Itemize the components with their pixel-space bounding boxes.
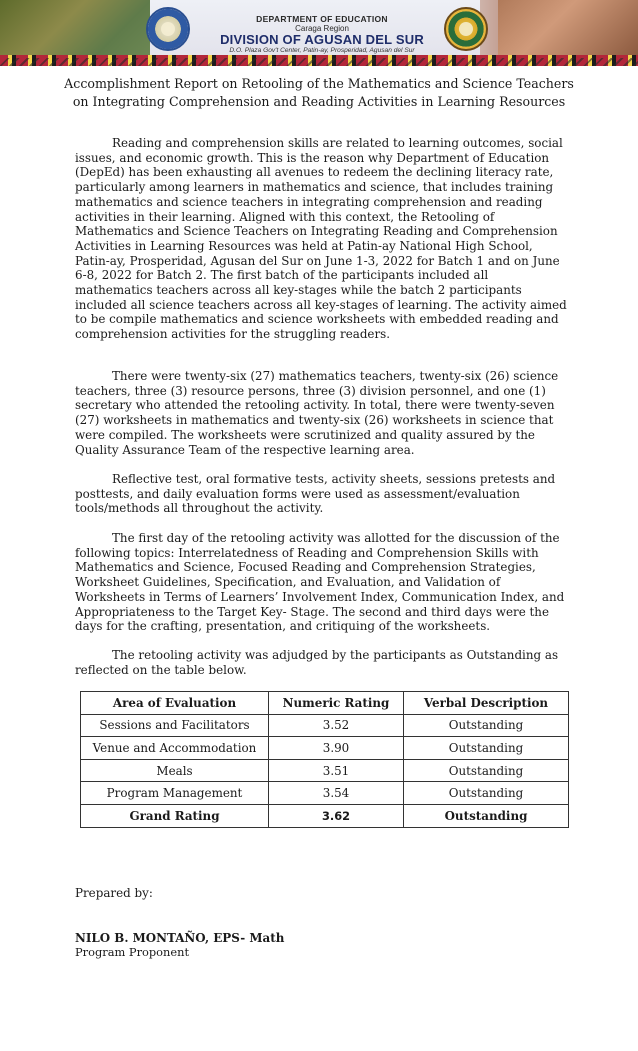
division-seal-icon bbox=[444, 7, 488, 51]
table-row bbox=[81, 737, 569, 760]
report-title-line-2: on Integrating Comprehension and Reading Activities in Learning Resources bbox=[72, 93, 566, 109]
report-title-line-1: Accomplishment Report on Retooling of the Mathematics and Science Teachers bbox=[64, 76, 574, 91]
evaluation-table bbox=[80, 691, 569, 828]
prepared-by-label: Prepared by: bbox=[75, 886, 153, 900]
table-cell: 3.52 bbox=[269, 714, 404, 737]
table-cell: Venue and Accommodation bbox=[81, 737, 269, 760]
table-header-row bbox=[81, 692, 569, 715]
grand-rating-label: Grand Rating bbox=[81, 804, 269, 827]
table-cell: Outstanding bbox=[404, 737, 569, 760]
table-row bbox=[81, 714, 569, 737]
table-cell: Meals bbox=[81, 759, 269, 782]
table-cell: Outstanding bbox=[404, 759, 569, 782]
banner-left-artwork bbox=[0, 0, 160, 56]
table-cell: Outstanding bbox=[404, 782, 569, 805]
department-name: DEPARTMENT OF EDUCATION bbox=[256, 14, 388, 24]
tribal-pattern-overlay bbox=[0, 58, 638, 66]
paragraph-4: The first day of the retooling activity was allotted for the discussion of the following topics: Interrelatedness of Reading and Comprehension Skills with Mathematics and Science, Focused Reading and Comprehension Strategies, Worksheet Guidelines, Specification, and Evaluation, and Validation of Worksheets in Terms of Learners’ Involvement Index, Communication Index, and Appropriateness to the Target Key- Stage. The second and third days were the days for the crafting, presentation, and critiquing of the worksheets. bbox=[75, 531, 565, 634]
table-cell: 3.51 bbox=[269, 759, 404, 782]
paragraph-2: There were twenty-six (27) mathematics teachers, twenty-six (26) science teachers, three (3) resource persons, three (3) division personnel, and one (1) secretary who attended the retooling activity. In total, there were twenty-seven (27) worksheets in mathematics and twenty-six (26) worksheets in science that were compiled. The worksheets were scrutinized and quality assured by the Quality Assurance Team of the respective learning area. bbox=[75, 369, 559, 457]
table-cell: 3.54 bbox=[269, 782, 404, 805]
grand-rating-row bbox=[81, 804, 569, 827]
letterhead bbox=[204, 15, 440, 55]
table-row bbox=[81, 759, 569, 782]
paragraph-1: Reading and comprehension skills are related to learning outcomes, social issues, and economic growth. This is the reason why Department of Education (DepEd) has been exhausting all avenues to redeem the declining literacy rate, particularly among learners in mathematics and science, that includes training mathematics and science teachers in integrating comprehension and reading activities in their learning. Aligned with this context, the Retooling of Mathematics and Science Teachers on Integrating Reading and Comprehension Activities in Learning Resources was held at Patin-ay National High School, Patin-ay, Prosperidad, Agusan del Sur on June 1-3, 2022 for Batch 1 and on June 6-8, 2022 for Batch 2. The first batch of the participants included all mathematics teachers across all key-stages while the batch 2 participants included all science teachers across all key-stages of learning. The activity aimed to be compile mathematics and science worksheets with embedded reading and comprehension activities for the struggling readers. bbox=[75, 136, 567, 342]
banner-right-artwork bbox=[498, 0, 638, 56]
header-banner bbox=[0, 0, 638, 66]
table-cell: 3.90 bbox=[269, 737, 404, 760]
division-address: D.O. Plaza Gov't Center, Patin-ay, Prosperidad, Agusan del Sur bbox=[229, 47, 415, 54]
table-cell: Outstanding bbox=[404, 714, 569, 737]
table-cell: Program Management bbox=[81, 782, 269, 805]
table-header-cell: Area of Evaluation bbox=[81, 692, 269, 715]
deped-seal-icon bbox=[146, 7, 190, 51]
region-name: Caraga Region bbox=[295, 24, 349, 33]
table-header-cell: Verbal Description bbox=[404, 692, 569, 715]
grand-rating-description: Outstanding bbox=[404, 804, 569, 827]
signer-role: Program Proponent bbox=[75, 945, 190, 959]
grand-rating-value: 3.62 bbox=[269, 804, 404, 827]
paragraph-3: Reflective test, oral formative tests, activity sheets, sessions pretests and posttests, and daily evaluation forms were used as assessment/evaluation tools/methods all throughout the activity. bbox=[75, 472, 556, 516]
signer-name: NILO B. MONTAÑO, EPS- Math bbox=[75, 931, 285, 945]
division-name: DIVISION OF AGUSAN DEL SUR bbox=[220, 32, 424, 47]
paragraph-5: The retooling activity was adjudged by the participants as Outstanding as reflected on the table below. bbox=[75, 648, 559, 677]
table-row bbox=[81, 782, 569, 805]
table-header-cell: Numeric Rating bbox=[269, 692, 404, 715]
report-title bbox=[40, 75, 598, 110]
table-cell: Sessions and Facilitators bbox=[81, 714, 269, 737]
